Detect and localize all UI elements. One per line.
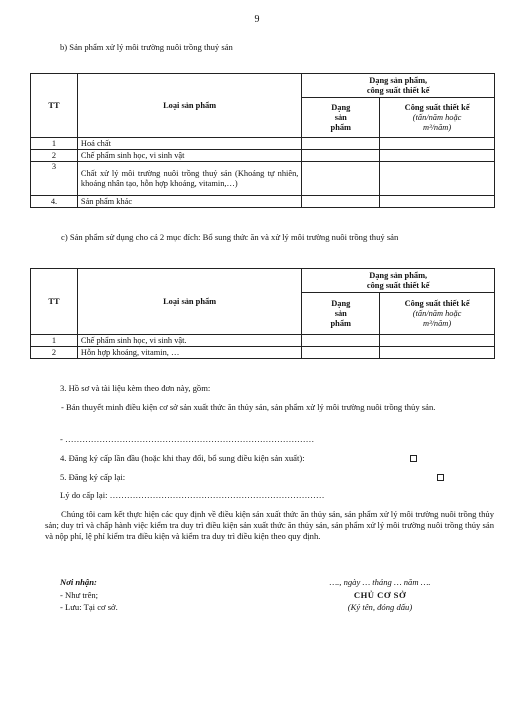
col-product-form-group-header: Dạng sản phẩm, công suất thiết kế [302,74,495,98]
section-b-table [30,73,495,208]
row-number: 2 [31,150,78,162]
row-capacity-cell [380,347,495,359]
table-row [31,196,495,208]
commitment-paragraph: Chúng tôi cam kết thực hiện các quy định về điều kiện sản xuất thức ăn thủy sản, sản phẩm xử lý môi trường nuôi trồng thủy sản; duy trì và chấp hành việc kiểm tra duy trì điều kiện sản xuất thức ăn thủy sản, sản phẩm xử lý môi trường nuôi trồng thủy sản và nộp phí, lệ phí kiểm tra điều kiện và kiểm tra duy trì điều kiện theo quy định. [45,509,494,541]
capacity-unit: (tấn/năm hoặc m³/năm) [412,308,462,328]
col-product-type-header: Loại sản phẩm [77,74,301,138]
col-product-form-group-header: Dạng sản phẩm, công suất thiết kế [302,269,495,293]
table-row [31,335,495,347]
reason-line: Lý do cấp lại: ………………………………………………………………… [60,490,325,500]
recipient-1: - Như trên; [60,590,99,600]
page-number: 9 [254,14,260,25]
recipient-2: - Lưu: Tại cơ sở. [60,602,118,612]
table-row [31,162,495,196]
row-product-name: Chất xử lý môi trường nuôi trồng thuỷ sản (Khoáng tự nhiên, khoáng nhân tạo, hỗn hợp khoáng, vitamin,…) [77,162,301,196]
row-capacity-cell [380,196,495,208]
attachment-item-2: - …………………………………………………………………………… [60,434,315,444]
col-product-form-header: Dạng sản phẩm [302,98,380,138]
col-capacity-header [380,98,495,138]
col-capacity-header [380,293,495,335]
re-registration-label: 5. Đăng ký cấp lại: [60,472,126,482]
row-number: 1 [31,138,78,150]
capacity-unit: (tấn/năm hoặc m³/năm) [412,112,462,132]
recipients-title: Nơi nhận: [60,577,97,587]
section-b-heading: b) Sản phẩm xử lý môi trường nuôi trồng thuỷ sản [60,42,233,52]
row-number: 3 [31,162,78,196]
table-row [31,138,495,150]
col-tt-header: TT [31,74,78,138]
row-capacity-cell [380,335,495,347]
re-registration-checkbox[interactable] [437,474,444,481]
section-c-table [30,268,495,359]
row-number: 2 [31,347,78,359]
row-product-name: Chế phẩm sinh học, vi sinh vật. [77,335,301,347]
row-capacity-cell [380,150,495,162]
table-row [31,347,495,359]
row-product-form-cell [302,196,380,208]
attachments-heading: 3. Hồ sơ và tài liệu kèm theo đơn này, gồm: [60,383,211,393]
signature-block [300,577,460,613]
row-product-name: Hỗn hợp khoáng, vitamin, … [77,347,301,359]
row-product-form-cell [302,335,380,347]
row-number: 4. [31,196,78,208]
capacity-label: Công suất thiết kế [404,298,470,308]
attachment-item-1: - Bản thuyết minh điều kiện cơ sở sản xuất thức ăn thủy sản, sản phẩm xử lý môi trường nuôi trồng thủy sản. [61,402,436,412]
row-product-name: Hoá chất [77,138,301,150]
col-tt-header: TT [31,269,78,335]
signature-note: (Ký tên, đóng dấu) [347,602,413,612]
row-capacity-cell [380,138,495,150]
col-product-type-header: Loại sản phẩm [77,269,301,335]
row-product-name: Chế phẩm sinh học, vi sinh vật [77,150,301,162]
section-c-heading: c) Sản phẩm sử dụng cho cả 2 mục đích: Bổ sung thức ăn và xử lý môi trường nuôi trồng thuỷ sản [61,232,399,242]
table-row [31,150,495,162]
first-registration-checkbox[interactable] [410,455,417,462]
row-number: 1 [31,335,78,347]
signature-date: …., ngày … tháng … năm …. [329,577,431,587]
signature-title: CHỦ CƠ SỞ [353,590,407,600]
row-capacity-cell [380,162,495,196]
recipients-block [60,577,118,613]
row-product-form-cell [302,162,380,196]
row-product-form-cell [302,138,380,150]
capacity-label: Công suất thiết kế [404,102,470,112]
row-product-name: Sản phẩm khác [77,196,301,208]
first-registration-label: 4. Đăng ký cấp lần đầu (hoặc khi thay đổi, bổ sung điều kiện sản xuất): [60,453,305,463]
row-product-form-cell [302,347,380,359]
row-product-form-cell [302,150,380,162]
col-product-form-header: Dạng sản phẩm [302,293,380,335]
